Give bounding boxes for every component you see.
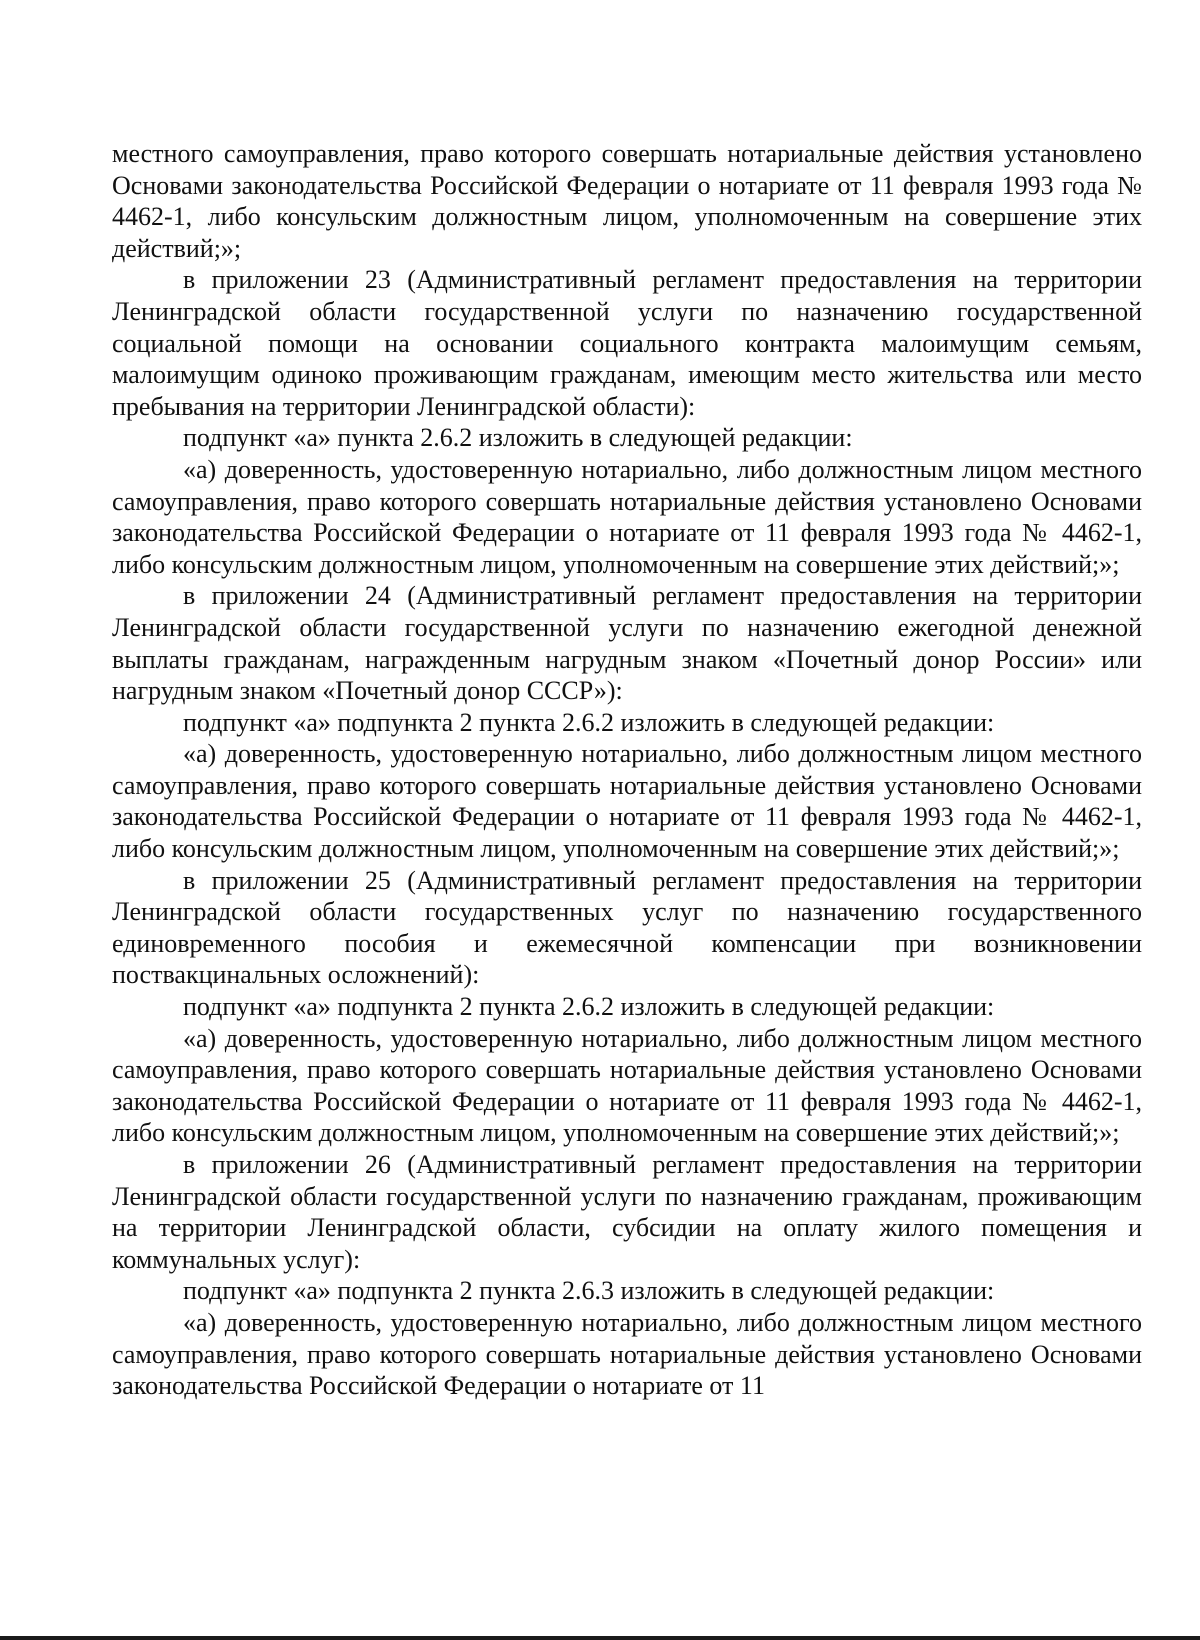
- paragraph-7: «а) доверенность, удостоверенную нотариально, либо должностным лицом местного самоуправления, право которого совершать нотариальные действия установлено Основами законодательства Российской Федерации о нотариате от 11 февраля 1993 года № 4462-1, либо консульским должностным лицом, уполномоченным на совершение этих действий;»;: [112, 739, 1142, 864]
- scan-bottom-edge: [0, 1636, 1200, 1640]
- paragraph-10: «а) доверенность, удостоверенную нотариально, либо должностным лицом местного самоуправления, право которого совершать нотариальные действия установлено Основами законодательства Российской Федерации о нотариате от 11 февраля 1993 года № 4462-1, либо консульским должностным лицом, уполномоченным на совершение этих действий;»;: [112, 1023, 1142, 1148]
- paragraph-3: подпункт «а» пункта 2.6.2 изложить в следующей редакции:: [183, 423, 853, 453]
- paragraph-5: в приложении 24 (Административный регламент предоставления на территории Ленинградской области государственной услуги по назначению ежегодной денежной выплаты гражданам, награжденным нагрудным знаком «Почетный донор России» или нагрудным знаком «Почетный донор СССР»):: [112, 581, 1142, 706]
- paragraph-6: подпункт «а» подпункта 2 пункта 2.6.2 изложить в следующей редакции:: [183, 707, 995, 737]
- paragraph-12: подпункт «а» подпункта 2 пункта 2.6.3 изложить в следующей редакции:: [183, 1276, 995, 1306]
- paragraph-13: «а) доверенность, удостоверенную нотариально, либо должностным лицом местного самоуправления, право которого совершать нотариальные действия установлено Основами законодательства Российской Федерации о нотариате от 11: [112, 1307, 1142, 1401]
- paragraph-9: подпункт «а» подпункта 2 пункта 2.6.2 изложить в следующей редакции:: [183, 992, 995, 1022]
- document-body: [112, 138, 1142, 1402]
- paragraph-4: «а) доверенность, удостоверенную нотариально, либо должностным лицом местного самоуправления, право которого совершать нотариальные действия установлено Основами законодательства Российской Федерации о нотариате от 11 февраля 1993 года № 4462-1, либо консульским должностным лицом, уполномоченным на совершение этих действий;»;: [112, 454, 1142, 579]
- paragraph-2: в приложении 23 (Административный регламент предоставления на территории Ленинградской области государственной услуги по назначению государственной социальной помощи на основании социального контракта малоимущим семьям, малоимущим одиноко проживающим гражданам, имеющим место жительства или место пребывания на территории Ленинградской области):: [112, 265, 1142, 421]
- paragraph-11: в приложении 26 (Административный регламент предоставления на территории Ленинградской области государственной услуги по назначению гражданам, проживающим на территории Ленинградской области, субсидии на оплату жилого помещения и коммунальных услуг):: [112, 1150, 1142, 1274]
- paragraph-1: местного самоуправления, право которого совершать нотариальные действия установлено Основами законодательства Российской Федерации о нотариате от 11 февраля 1993 года № 4462-1, либо консульским должностным лицом, уполномоченным на совершение этих действий;»;: [112, 139, 1142, 263]
- paragraph-8: в приложении 25 (Административный регламент предоставления на территории Ленинградской области государственных услуг по назначению государственного единовременного пособия и ежемесячной компенсации при возникновении поствакцинальных осложнений):: [112, 865, 1142, 990]
